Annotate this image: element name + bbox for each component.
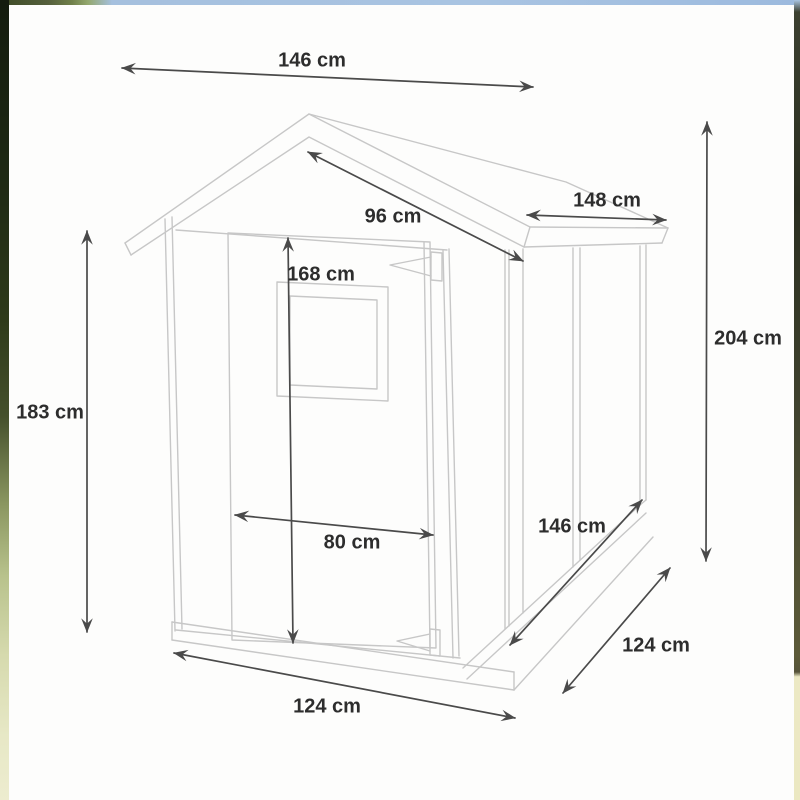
dim-label-roof-width: 146 cm	[278, 49, 346, 72]
dim-line-base-side-depth	[563, 568, 670, 693]
dim-line-total-height	[706, 122, 707, 561]
dim-label-side-depth: 146 cm	[538, 515, 606, 538]
dim-label-base-width: 124 cm	[293, 695, 361, 718]
dimension-lines	[87, 68, 707, 718]
dim-label-door-height: 168 cm	[287, 263, 355, 286]
dim-label-total-height: 204 cm	[714, 327, 782, 350]
dim-label-roof-depth: 148 cm	[573, 189, 641, 212]
dim-label-roof-slope: 96 cm	[364, 205, 422, 228]
dim-label-wall-height: 183 cm	[16, 401, 84, 424]
dim-label-base-side-depth: 124 cm	[622, 634, 690, 657]
dim-label-door-width: 80 cm	[323, 531, 381, 554]
